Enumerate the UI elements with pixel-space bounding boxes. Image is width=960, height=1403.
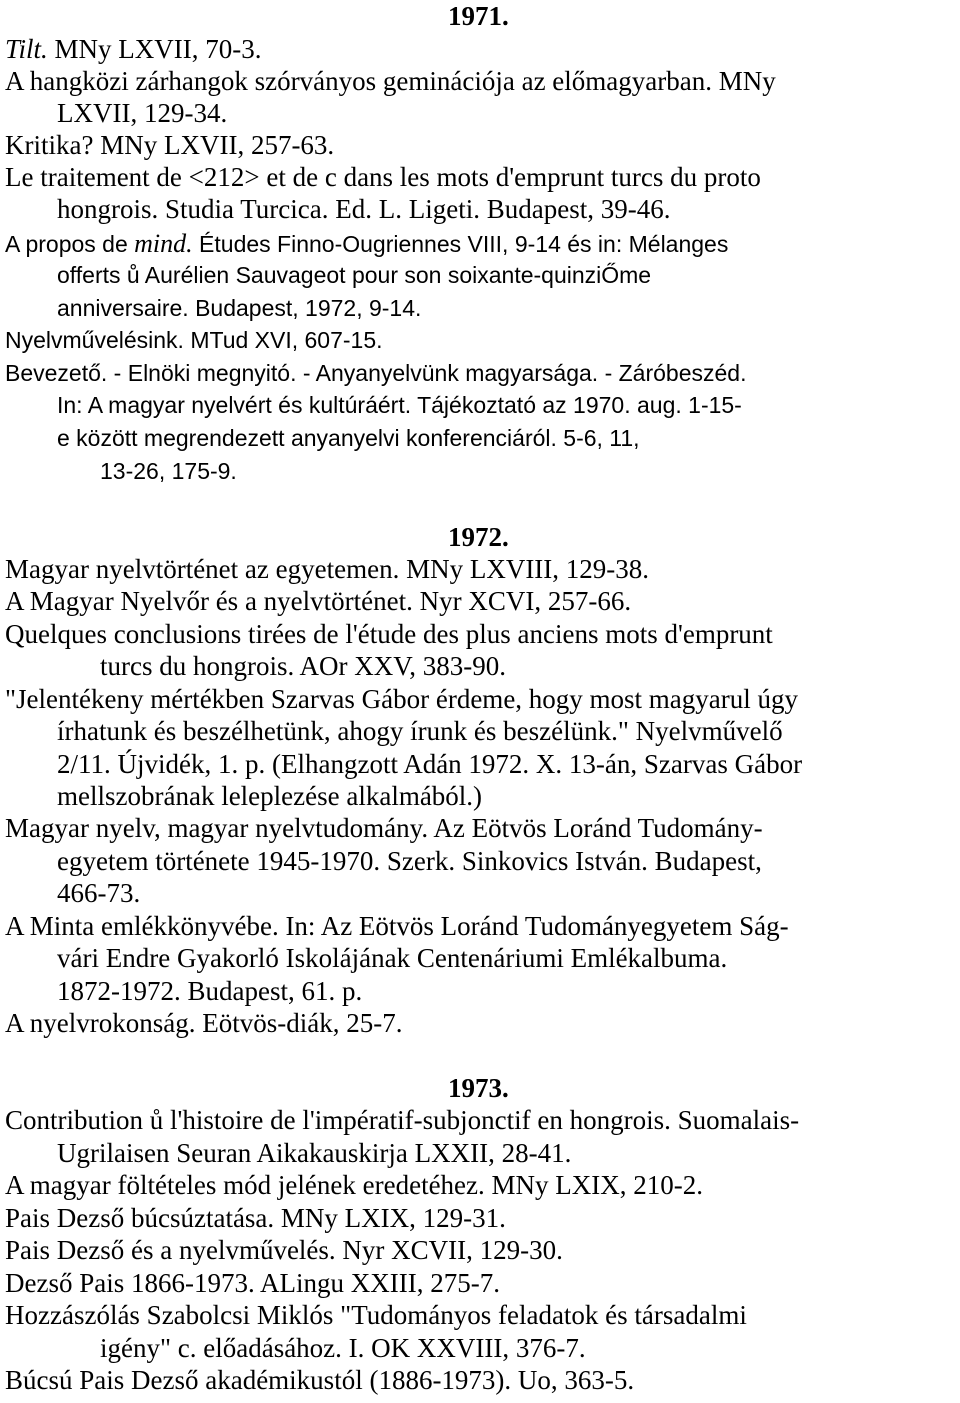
entry-italic-word: mind. [134,229,193,258]
year-heading-1972: 1972. [448,522,509,552]
entry-line: Le traitement de <212> et de c dans les mots d'emprunt turcs du proto [5,162,761,192]
entry-line: Tilt. MNy LXVII, 70-3. [5,34,262,64]
entry-line: Bevezető. - Elnöki megnyitó. - Anyanyelvünk magyarsága. - Záróbeszéd. [5,360,747,386]
entry-line: LXVII, 129-34. [57,98,228,128]
entry-line: In: A magyar nyelvért és kultúráért. Tájékoztató az 1970. aug. 1-15- [57,392,742,418]
entry-line: 13-26, 175-9. [100,458,237,484]
entry-line: 1872-1972. Budapest, 61. p. [57,976,363,1006]
entry-line: 466-73. [57,878,141,908]
entry-line: Pais Dezső búcsúztatása. MNy LXIX, 129-31. [5,1203,506,1233]
entry-line: A nyelvrokonság. Eötvös-diák, 25-7. [5,1008,403,1038]
entry-line: mellszobrának leleplezése alkalmából.) [57,781,483,811]
entry-line: Kritika? MNy LXVII, 257-63. [5,130,335,160]
entry-line: A propos de mind. Études Finno-Ougriennes VIII, 9-14 és in: Mélanges [5,229,729,258]
entry-line: igény" c. előadásához. I. OK XXVIII, 376-7. [100,1333,586,1363]
entry-line: Pais Dezső és a nyelvművelés. Nyr XCVII, 129-30. [5,1235,563,1265]
entry-line: 2/11. Újvidék, 1. p. (Elhangzott Adán 1972. X. 13-án, Szarvas Gábor [57,749,803,779]
entry-line: Nyelvművelésink. MTud XVI, 607-15. [5,327,383,353]
entry-line: Quelques conclusions tirées de l'étude des plus anciens mots d'emprunt [5,619,773,649]
entry-line: Contribution ů l'histoire de l'impératif-subjonctif en hongrois. Suomalais- [5,1105,800,1135]
entry-line: A magyar föltételes mód jelének eredetéhez. MNy LXIX, 210-2. [5,1170,704,1200]
entry-line: Magyar nyelv, magyar nyelvtudomány. Az Eötvös Loránd Tudomány- [5,813,763,843]
entry-line: offerts ů Aurélien Sauvageot pour son soixante-quinziŐme [57,262,652,288]
entry-line: turcs du hongrois. AOr XXV, 383-90. [100,651,506,681]
year-heading-1971: 1971. [448,1,509,31]
entry-line: A Minta emlékkönyvébe. In: Az Eötvös Loránd Tudományegyetem Ság- [5,911,789,941]
entry-line: vári Endre Gyakorló Iskolájának Centenáriumi Emlékalbuma. [57,943,728,973]
entry-line: A hangközi zárhangok szórványos geminációja az előmagyarban. MNy [5,66,776,96]
entry-line: anniversaire. Budapest, 1972, 9-14. [57,295,422,321]
entry-line: Dezső Pais 1866-1973. ALingu XXIII, 275-7. [5,1268,500,1298]
entry-line: Magyar nyelvtörténet az egyetemen. MNy LXVIII, 129-38. [5,554,650,584]
year-heading-1973: 1973. [448,1073,509,1103]
entry-line: e között megrendezett anyanyelvi konferenciáról. 5-6, 11, [57,425,640,451]
entry-line: A Magyar Nyelvőr és a nyelvtörténet. Nyr XCVI, 257-66. [5,586,632,616]
entry-line: írhatunk és beszélhetünk, ahogy írunk és beszélünk." Nyelvművelő [57,716,783,746]
entry-line: "Jelentékeny mértékben Szarvas Gábor érdeme, hogy most magyarul úgy [5,684,799,714]
entry-line: Ugrilaisen Seuran Aikakauskirja LXXII, 28-41. [57,1138,572,1168]
entry-line: Hozzászólás Szabolcsi Miklós "Tudományos feladatok és társadalmi [5,1300,747,1330]
entry-line: Búcsú Pais Dezső akadémikustól (1886-1973). Uo, 363-5. [5,1365,635,1395]
entry-line: egyetem története 1945-1970. Szerk. Sinkovics István. Budapest, [57,846,762,876]
entry-italic-title: Tilt. [5,34,48,64]
entry-line: hongrois. Studia Turcica. Ed. L. Ligeti. Budapest, 39-46. [57,194,671,224]
